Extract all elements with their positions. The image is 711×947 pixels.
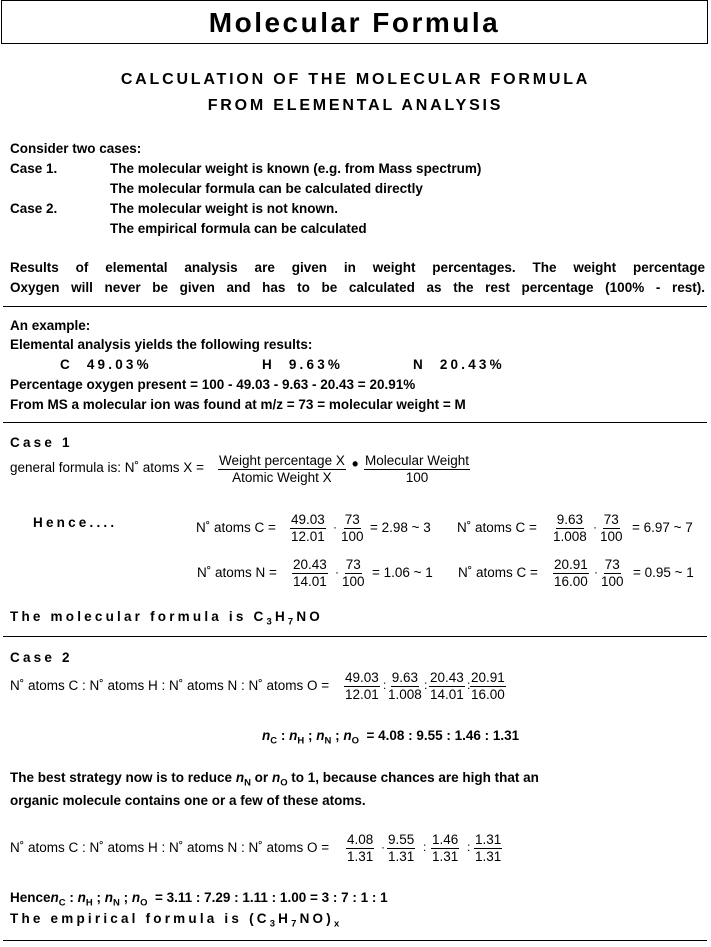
ratio-colon: :	[467, 678, 471, 692]
results-line-2: Oxygen will never be given and has to be calculated as the rest percentage (100% - rest).	[10, 280, 705, 295]
case1-label: Case 1.	[10, 161, 58, 176]
divider	[3, 636, 707, 637]
ms-statement: From MS a molecular ion was found at m/z = 73 = molecular weight = M	[10, 397, 466, 412]
multiply-dot: ·	[593, 520, 597, 534]
result-h: H 9.63%	[262, 357, 344, 372]
oxygen-percentage: Percentage oxygen present = 100 - 49.03 - 9.63 - 20.43 = 20.91%	[10, 377, 416, 392]
case2-heading: Case 2	[10, 650, 73, 665]
ratio2-colon: :	[423, 840, 427, 854]
ratio-prefix: N˚ atoms C : N˚ atoms H : N˚ atoms N : N˚ atoms O =	[10, 678, 330, 693]
empirical-formula-prefix: The empirical formula is	[10, 911, 243, 926]
ratio2-frac-n: $\frac{1.46}{1.31}$	[432, 832, 459, 864]
ratio-frac-h: $\frac{9.63}{1.008}$	[388, 670, 422, 702]
results-line-1: Results of elemental analysis are given in weight percentages. The weight percentage	[10, 260, 705, 275]
example-label: An example:	[10, 318, 91, 333]
ratio2-frac-c: $\frac{4.08}{1.31}$	[347, 832, 374, 864]
general-formula-prefix: general formula is: N˚ atoms X =	[10, 460, 204, 475]
calc-n-frac-1: $\frac{20.43}{14.01}$	[293, 557, 327, 589]
ratio2-frac-o: $\frac{1.31}{1.31}$	[475, 832, 502, 864]
ratio2-colon: :	[467, 840, 471, 854]
strategy-line-2: organic molecule contains one or a few of these atoms.	[10, 793, 366, 808]
ratio-result-line: $n_C$ : $n_H$ ; $n_N$ ; $n_O = 4.08$ : 9.55 : 1.46 : 1.31	[262, 728, 520, 747]
calc-h-frac-2: $\frac{73}{100}$	[600, 512, 623, 544]
divider	[3, 422, 707, 423]
ratio-colon: :	[424, 678, 428, 692]
example-yields: Elemental analysis yields the following results:	[10, 337, 313, 352]
calc-n-label: N˚ atoms N =	[197, 565, 277, 580]
page-title: Molecular Formula	[208, 7, 501, 38]
case1-line2: The molecular formula can be calculated directly	[110, 181, 423, 196]
molecular-formula-prefix: The molecular formula is	[10, 609, 247, 624]
consider-text: Consider two cases:	[10, 141, 142, 156]
ratio2-frac-h: $\frac{9.55}{1.31}$	[388, 832, 415, 864]
calc-o-result: = 0.95 ~ 1	[633, 565, 694, 580]
ratio-frac-n: $\frac{20.43}{14.01}$	[430, 670, 464, 702]
ratio-frac-c: $\frac{49.03}{12.01}$	[345, 670, 379, 702]
case2-line1: The molecular weight is not known.	[110, 201, 339, 216]
empirical-formula-line	[10, 911, 343, 930]
result-n: N 20.43%	[413, 357, 505, 372]
calc-o-frac-1: $\frac{20.91}{16.00}$	[554, 557, 588, 589]
calc-o-frac-2: $\frac{73}{100}$	[601, 557, 624, 589]
calc-n-result: = 1.06 ~ 1	[372, 565, 433, 580]
calc-n-frac-2: $\frac{73}{100}$	[342, 557, 365, 589]
result-c: C 49.03%	[60, 357, 152, 372]
multiply-dot: •	[352, 454, 359, 474]
case1-line1: The molecular weight is known (e.g. from Mass spectrum)	[110, 161, 482, 176]
ratio-colon: :	[383, 678, 387, 692]
calc-h-result: = 6.97 ~ 7	[632, 520, 693, 535]
case2-label: Case 2.	[10, 201, 58, 216]
multiply-dot: ·	[594, 565, 598, 579]
ratio-result: = 4.08 : 9.55 : 1.46 : 1.31	[366, 728, 520, 743]
calc-c-result: = 2.98 ~ 3	[370, 520, 431, 535]
molecular-formula-line	[10, 609, 324, 628]
empirical-formula: $(C_3H_7NO)_x$	[249, 911, 343, 930]
general-fraction-1: Weight percentage X Atomic Weight X	[219, 453, 345, 485]
divider	[3, 940, 707, 941]
title-box	[1, 0, 708, 44]
heading-line-1: CALCULATION OF THE MOLECULAR FORMULA	[120, 71, 591, 88]
hence-result-line: Hencen$_C$ : $n_H$ ; $n_N$ ; $n_O = 3.11$ : 7.29 : 1.11 : 1.00 = 3 : 7 : 1 : 1	[10, 890, 388, 909]
calc-o-label: N˚ atoms C =	[458, 565, 538, 580]
calc-c-label: N˚ atoms C =	[196, 520, 276, 535]
hence-result: = 3.11 : 7.29 : 1.11 : 1.00 = 3 : 7 : 1 : 1	[154, 890, 388, 905]
calc-h-label: N˚ atoms C =	[457, 520, 537, 535]
heading-line-2: FROM ELEMENTAL ANALYSIS	[207, 97, 504, 114]
ratio2-prefix: N˚ atoms C : N˚ atoms H : N˚ atoms N : N˚ atoms O =	[10, 840, 330, 855]
calc-c-frac-2: $\frac{73}{100}$	[341, 512, 364, 544]
molecular-formula: $C_3H_7NO$	[253, 609, 324, 628]
multiply-dot: ·	[333, 520, 337, 534]
calc-c-frac-1: $\frac{49.03}{12.01}$	[291, 512, 325, 544]
calc-h-frac-1: $\frac{9.63}{1.008}$	[553, 512, 587, 544]
divider	[3, 306, 707, 307]
general-fraction-2: Molecular Weight 100	[365, 453, 470, 485]
hence-label: Hence....	[33, 515, 118, 530]
case1-heading: Case 1	[10, 435, 73, 450]
multiply-dot: ·	[381, 840, 385, 854]
ratio-frac-o: $\frac{20.91}{16.00}$	[471, 670, 505, 702]
multiply-dot: ·	[335, 565, 339, 579]
case2-line2: The empirical formula can be calculated	[110, 221, 367, 236]
strategy-line-1: The best strategy now is to reduce $n_N$ or $n_O$ to 1, because chances are high that an	[10, 770, 539, 789]
